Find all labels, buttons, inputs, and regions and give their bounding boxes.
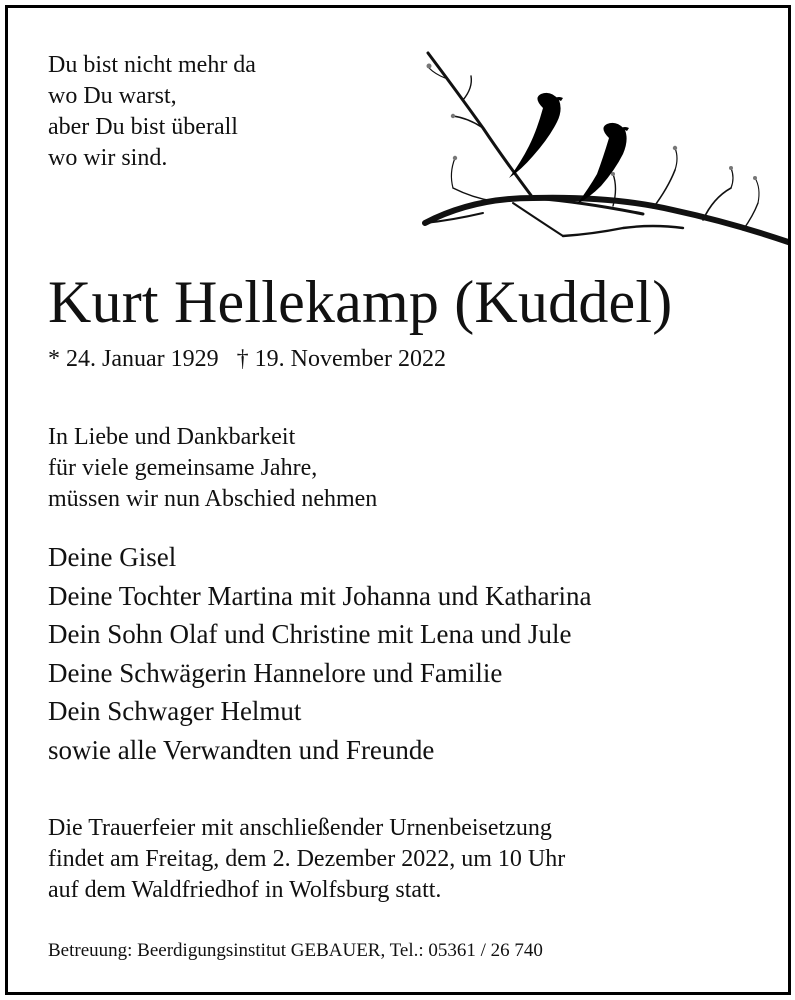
farewell-line: für viele gemeinsame Jahre, xyxy=(48,455,318,481)
life-dates xyxy=(48,344,446,374)
obituary-notice xyxy=(5,5,791,995)
birth-date: * 24. Januar 1929 xyxy=(48,346,219,372)
farewell-text xyxy=(48,422,377,515)
farewell-line: müssen wir nun Abschied nehmen xyxy=(48,486,378,512)
funeral-home-contact: Betreuung: Beerdigungsinstitut GEBAUER, Tel.: 05361 / 26 740 xyxy=(48,940,543,961)
mourner-line: Deine Tochter Martina mit Johanna und Katharina xyxy=(48,580,592,611)
service-line: findet am Freitag, dem 2. Dezember 2022, um 10 Uhr xyxy=(48,846,566,872)
mourner-line: sowie alle Verwandten und Freunde xyxy=(48,734,435,765)
deceased-name: Kurt Hellekamp (Kuddel) xyxy=(48,269,673,335)
mourner-line: Dein Schwager Helmut xyxy=(48,696,302,726)
mourner-line: Dein Sohn Olaf und Christine mit Lena und Jule xyxy=(48,619,572,649)
farewell-line: In Liebe und Dankbarkeit xyxy=(48,424,296,450)
mourner-line: Deine Gisel xyxy=(48,542,177,572)
poem-line: aber Du bist überall xyxy=(48,114,238,140)
service-line: auf dem Waldfriedhof in Wolfsburg statt. xyxy=(48,877,442,903)
funeral-service-info xyxy=(48,813,565,906)
poem-line: wo Du warst, xyxy=(48,83,177,109)
mourner-line: Deine Schwägerin Hannelore und Familie xyxy=(48,657,503,688)
death-date: † 19. November 2022 xyxy=(236,346,446,372)
poem-line: wo wir sind. xyxy=(48,145,168,171)
birds-on-branch-icon xyxy=(413,38,791,253)
service-line: Die Trauerfeier mit anschließender Urnenbeisetzung xyxy=(48,815,552,841)
poem xyxy=(48,50,256,174)
mourners-list xyxy=(48,538,591,769)
poem-line: Du bist nicht mehr da xyxy=(48,52,256,78)
